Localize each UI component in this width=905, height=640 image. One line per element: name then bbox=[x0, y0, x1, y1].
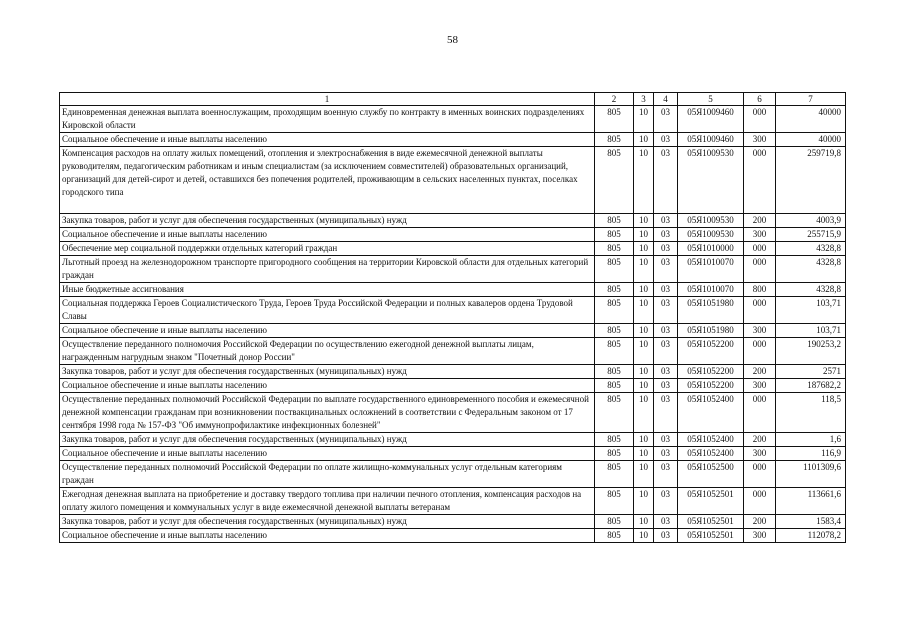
row-amount: 2571 bbox=[776, 365, 846, 379]
row-target-article: 05Я1009460 bbox=[678, 106, 744, 133]
row-section-code: 10 bbox=[634, 297, 654, 324]
row-expense-type: 000 bbox=[744, 106, 776, 133]
row-name: Иные бюджетные ассигнования bbox=[60, 283, 595, 297]
row-subsection-code: 03 bbox=[654, 461, 678, 488]
row-subsection-code: 03 bbox=[654, 488, 678, 515]
row-name: Социальное обеспечение и иные выплаты населению bbox=[60, 379, 595, 393]
row-subsection-code: 03 bbox=[654, 214, 678, 228]
header-row bbox=[60, 93, 846, 106]
table-row bbox=[60, 297, 846, 324]
row-expense-type: 000 bbox=[744, 488, 776, 515]
row-expense-type: 300 bbox=[744, 447, 776, 461]
row-ministry-code: 805 bbox=[595, 433, 634, 447]
row-target-article: 05Я1009530 bbox=[678, 214, 744, 228]
row-subsection-code: 03 bbox=[654, 433, 678, 447]
row-amount: 103,71 bbox=[776, 324, 846, 338]
header-cell-7: 7 bbox=[776, 93, 846, 106]
row-amount: 4003,9 bbox=[776, 214, 846, 228]
row-ministry-code: 805 bbox=[595, 147, 634, 214]
row-ministry-code: 805 bbox=[595, 297, 634, 324]
row-subsection-code: 03 bbox=[654, 242, 678, 256]
row-ministry-code: 805 bbox=[595, 365, 634, 379]
row-target-article: 05Я1051980 bbox=[678, 324, 744, 338]
table-row bbox=[60, 256, 846, 283]
table-row bbox=[60, 433, 846, 447]
row-amount: 40000 bbox=[776, 133, 846, 147]
row-target-article: 05Я1052200 bbox=[678, 365, 744, 379]
table-row bbox=[60, 147, 846, 214]
row-amount: 112078,2 bbox=[776, 529, 846, 543]
row-target-article: 05Я1052501 bbox=[678, 529, 744, 543]
row-ministry-code: 805 bbox=[595, 242, 634, 256]
row-target-article: 05Я1052200 bbox=[678, 338, 744, 365]
row-ministry-code: 805 bbox=[595, 488, 634, 515]
row-name: Закупка товаров, работ и услуг для обеспечения государственных (муниципальных) нужд bbox=[60, 433, 595, 447]
row-section-code: 10 bbox=[634, 133, 654, 147]
row-target-article: 05Я1052400 bbox=[678, 433, 744, 447]
row-amount: 190253,2 bbox=[776, 338, 846, 365]
row-ministry-code: 805 bbox=[595, 338, 634, 365]
row-expense-type: 200 bbox=[744, 515, 776, 529]
row-name: Социальное обеспечение и иные выплаты населению bbox=[60, 447, 595, 461]
row-target-article: 05Я1009460 bbox=[678, 133, 744, 147]
row-section-code: 10 bbox=[634, 242, 654, 256]
row-amount: 259719,8 bbox=[776, 147, 846, 214]
row-name: Социальная поддержка Героев Социалистического Труда, Героев Труда Российской Федерации и полных кавалеров ордена Трудовой Славы bbox=[60, 297, 595, 324]
table-row bbox=[60, 447, 846, 461]
table-row bbox=[60, 283, 846, 297]
table-row bbox=[60, 242, 846, 256]
row-subsection-code: 03 bbox=[654, 297, 678, 324]
row-subsection-code: 03 bbox=[654, 515, 678, 529]
row-section-code: 10 bbox=[634, 393, 654, 433]
row-amount: 103,71 bbox=[776, 297, 846, 324]
row-amount: 113661,6 bbox=[776, 488, 846, 515]
row-ministry-code: 805 bbox=[595, 461, 634, 488]
row-expense-type: 000 bbox=[744, 461, 776, 488]
row-ministry-code: 805 bbox=[595, 283, 634, 297]
row-name: Социальное обеспечение и иные выплаты населению bbox=[60, 228, 595, 242]
row-section-code: 10 bbox=[634, 256, 654, 283]
row-subsection-code: 03 bbox=[654, 256, 678, 283]
row-subsection-code: 03 bbox=[654, 379, 678, 393]
row-ministry-code: 805 bbox=[595, 106, 634, 133]
row-section-code: 10 bbox=[634, 515, 654, 529]
row-target-article: 05Я1009530 bbox=[678, 228, 744, 242]
row-name: Закупка товаров, работ и услуг для обеспечения государственных (муниципальных) нужд bbox=[60, 515, 595, 529]
row-expense-type: 300 bbox=[744, 228, 776, 242]
row-subsection-code: 03 bbox=[654, 147, 678, 214]
row-name: Закупка товаров, работ и услуг для обеспечения государственных (муниципальных) нужд bbox=[60, 365, 595, 379]
row-name: Осуществление переданного полномочия Российской Федерации по осуществлению ежегодной денежной выплаты лицам, награжденным нагрудным знаком "Почетный донор России" bbox=[60, 338, 595, 365]
row-name: Льготный проезд на железнодорожном транспорте пригородного сообщения на территории Кировской области для отдельных категорий граждан bbox=[60, 256, 595, 283]
row-name: Ежегодная денежная выплата на приобретение и доставку твердого топлива при наличии печного отопления, компенсация расходов на оплату жилого помещения и коммунальных услуг в виде ежемесячной денежной выплаты ветеранам bbox=[60, 488, 595, 515]
row-subsection-code: 03 bbox=[654, 133, 678, 147]
table-row bbox=[60, 324, 846, 338]
table-row bbox=[60, 488, 846, 515]
row-target-article: 05Я1052500 bbox=[678, 461, 744, 488]
row-expense-type: 000 bbox=[744, 256, 776, 283]
budget-table bbox=[59, 92, 846, 543]
row-name: Социальное обеспечение и иные выплаты населению bbox=[60, 529, 595, 543]
row-amount: 118,5 bbox=[776, 393, 846, 433]
row-section-code: 10 bbox=[634, 324, 654, 338]
row-name: Обеспечение мер социальной поддержки отдельных категорий граждан bbox=[60, 242, 595, 256]
row-section-code: 10 bbox=[634, 214, 654, 228]
row-subsection-code: 03 bbox=[654, 529, 678, 543]
page-number: 58 bbox=[447, 34, 458, 46]
row-amount: 187682,2 bbox=[776, 379, 846, 393]
row-amount: 4328,8 bbox=[776, 242, 846, 256]
table-row bbox=[60, 106, 846, 133]
row-amount: 1583,4 bbox=[776, 515, 846, 529]
row-expense-type: 300 bbox=[744, 324, 776, 338]
row-target-article: 05Я1010070 bbox=[678, 283, 744, 297]
row-name: Компенсация расходов на оплату жилых помещений, отопления и электроснабжения в виде ежемесячной денежной выплаты руководителям, педагогическим работникам и иным специалистам (за исключением совместителей) образовательных организаций, организаций для детей-сирот и детей, оставшихся без попечения родителей, проживающим в сельских населенных пунктах, поселках городского типа bbox=[60, 147, 595, 214]
row-subsection-code: 03 bbox=[654, 106, 678, 133]
header-cell-3: 3 bbox=[634, 93, 654, 106]
row-section-code: 10 bbox=[634, 228, 654, 242]
row-section-code: 10 bbox=[634, 529, 654, 543]
row-ministry-code: 805 bbox=[595, 529, 634, 543]
row-target-article: 05Я1052400 bbox=[678, 447, 744, 461]
row-expense-type: 800 bbox=[744, 283, 776, 297]
row-subsection-code: 03 bbox=[654, 447, 678, 461]
row-section-code: 10 bbox=[634, 365, 654, 379]
header-cell-2: 2 bbox=[595, 93, 634, 106]
row-ministry-code: 805 bbox=[595, 393, 634, 433]
row-expense-type: 300 bbox=[744, 133, 776, 147]
row-expense-type: 000 bbox=[744, 393, 776, 433]
row-subsection-code: 03 bbox=[654, 324, 678, 338]
row-subsection-code: 03 bbox=[654, 283, 678, 297]
row-section-code: 10 bbox=[634, 147, 654, 214]
row-amount: 4328,8 bbox=[776, 256, 846, 283]
row-section-code: 10 bbox=[634, 488, 654, 515]
row-subsection-code: 03 bbox=[654, 393, 678, 433]
header-cell-4: 4 bbox=[654, 93, 678, 106]
row-ministry-code: 805 bbox=[595, 228, 634, 242]
row-ministry-code: 805 bbox=[595, 447, 634, 461]
row-amount: 116,9 bbox=[776, 447, 846, 461]
row-section-code: 10 bbox=[634, 379, 654, 393]
row-expense-type: 000 bbox=[744, 147, 776, 214]
row-target-article: 05Я1052200 bbox=[678, 379, 744, 393]
row-ministry-code: 805 bbox=[595, 379, 634, 393]
row-target-article: 05Я1010000 bbox=[678, 242, 744, 256]
header-cell-6: 6 bbox=[744, 93, 776, 106]
row-ministry-code: 805 bbox=[595, 133, 634, 147]
row-target-article: 05Я1051980 bbox=[678, 297, 744, 324]
table-row bbox=[60, 393, 846, 433]
row-name: Социальное обеспечение и иные выплаты населению bbox=[60, 133, 595, 147]
row-section-code: 10 bbox=[634, 447, 654, 461]
row-section-code: 10 bbox=[634, 338, 654, 365]
row-section-code: 10 bbox=[634, 106, 654, 133]
table-row bbox=[60, 365, 846, 379]
row-expense-type: 300 bbox=[744, 379, 776, 393]
row-section-code: 10 bbox=[634, 433, 654, 447]
row-ministry-code: 805 bbox=[595, 214, 634, 228]
row-name: Осуществление переданных полномочий Российской Федерации по оплате жилищно-коммунальных услуг отдельным категориям граждан bbox=[60, 461, 595, 488]
header-cell-5: 5 bbox=[678, 93, 744, 106]
row-expense-type: 300 bbox=[744, 529, 776, 543]
table-row bbox=[60, 133, 846, 147]
row-name: Единовременная денежная выплата военнослужащим, проходящим военную службу по контракту в именных воинских подразделениях Кировской области bbox=[60, 106, 595, 133]
row-target-article: 05Я1052501 bbox=[678, 515, 744, 529]
row-expense-type: 000 bbox=[744, 338, 776, 365]
row-section-code: 10 bbox=[634, 461, 654, 488]
row-name: Осуществление переданных полномочий Российской Федерации по выплате государственного единовременного пособия и ежемесячной денежной компенсации гражданам при возникновении поствакцинальных осложнений в соответствии с Федеральным законом от 17 сентября 1998 года № 157-ФЗ "Об иммунопрофилактике инфекционных болезней" bbox=[60, 393, 595, 433]
table-row bbox=[60, 214, 846, 228]
table-row bbox=[60, 461, 846, 488]
row-name: Социальное обеспечение и иные выплаты населению bbox=[60, 324, 595, 338]
row-amount: 255715,9 bbox=[776, 228, 846, 242]
row-section-code: 10 bbox=[634, 283, 654, 297]
row-ministry-code: 805 bbox=[595, 324, 634, 338]
header-cell-1: 1 bbox=[60, 93, 595, 106]
row-subsection-code: 03 bbox=[654, 338, 678, 365]
table-row bbox=[60, 529, 846, 543]
row-expense-type: 200 bbox=[744, 433, 776, 447]
row-ministry-code: 805 bbox=[595, 515, 634, 529]
row-expense-type: 200 bbox=[744, 214, 776, 228]
row-target-article: 05Я1009530 bbox=[678, 147, 744, 214]
row-expense-type: 000 bbox=[744, 242, 776, 256]
row-amount: 1,6 bbox=[776, 433, 846, 447]
row-target-article: 05Я1052501 bbox=[678, 488, 744, 515]
table-row bbox=[60, 515, 846, 529]
row-amount: 40000 bbox=[776, 106, 846, 133]
row-ministry-code: 805 bbox=[595, 256, 634, 283]
row-name: Закупка товаров, работ и услуг для обеспечения государственных (муниципальных) нужд bbox=[60, 214, 595, 228]
row-expense-type: 200 bbox=[744, 365, 776, 379]
row-target-article: 05Я1010070 bbox=[678, 256, 744, 283]
row-amount: 1101309,6 bbox=[776, 461, 846, 488]
row-subsection-code: 03 bbox=[654, 228, 678, 242]
row-expense-type: 000 bbox=[744, 297, 776, 324]
table-row bbox=[60, 228, 846, 242]
table-row bbox=[60, 379, 846, 393]
row-subsection-code: 03 bbox=[654, 365, 678, 379]
row-target-article: 05Я1052400 bbox=[678, 393, 744, 433]
table-row bbox=[60, 338, 846, 365]
row-amount: 4328,8 bbox=[776, 283, 846, 297]
